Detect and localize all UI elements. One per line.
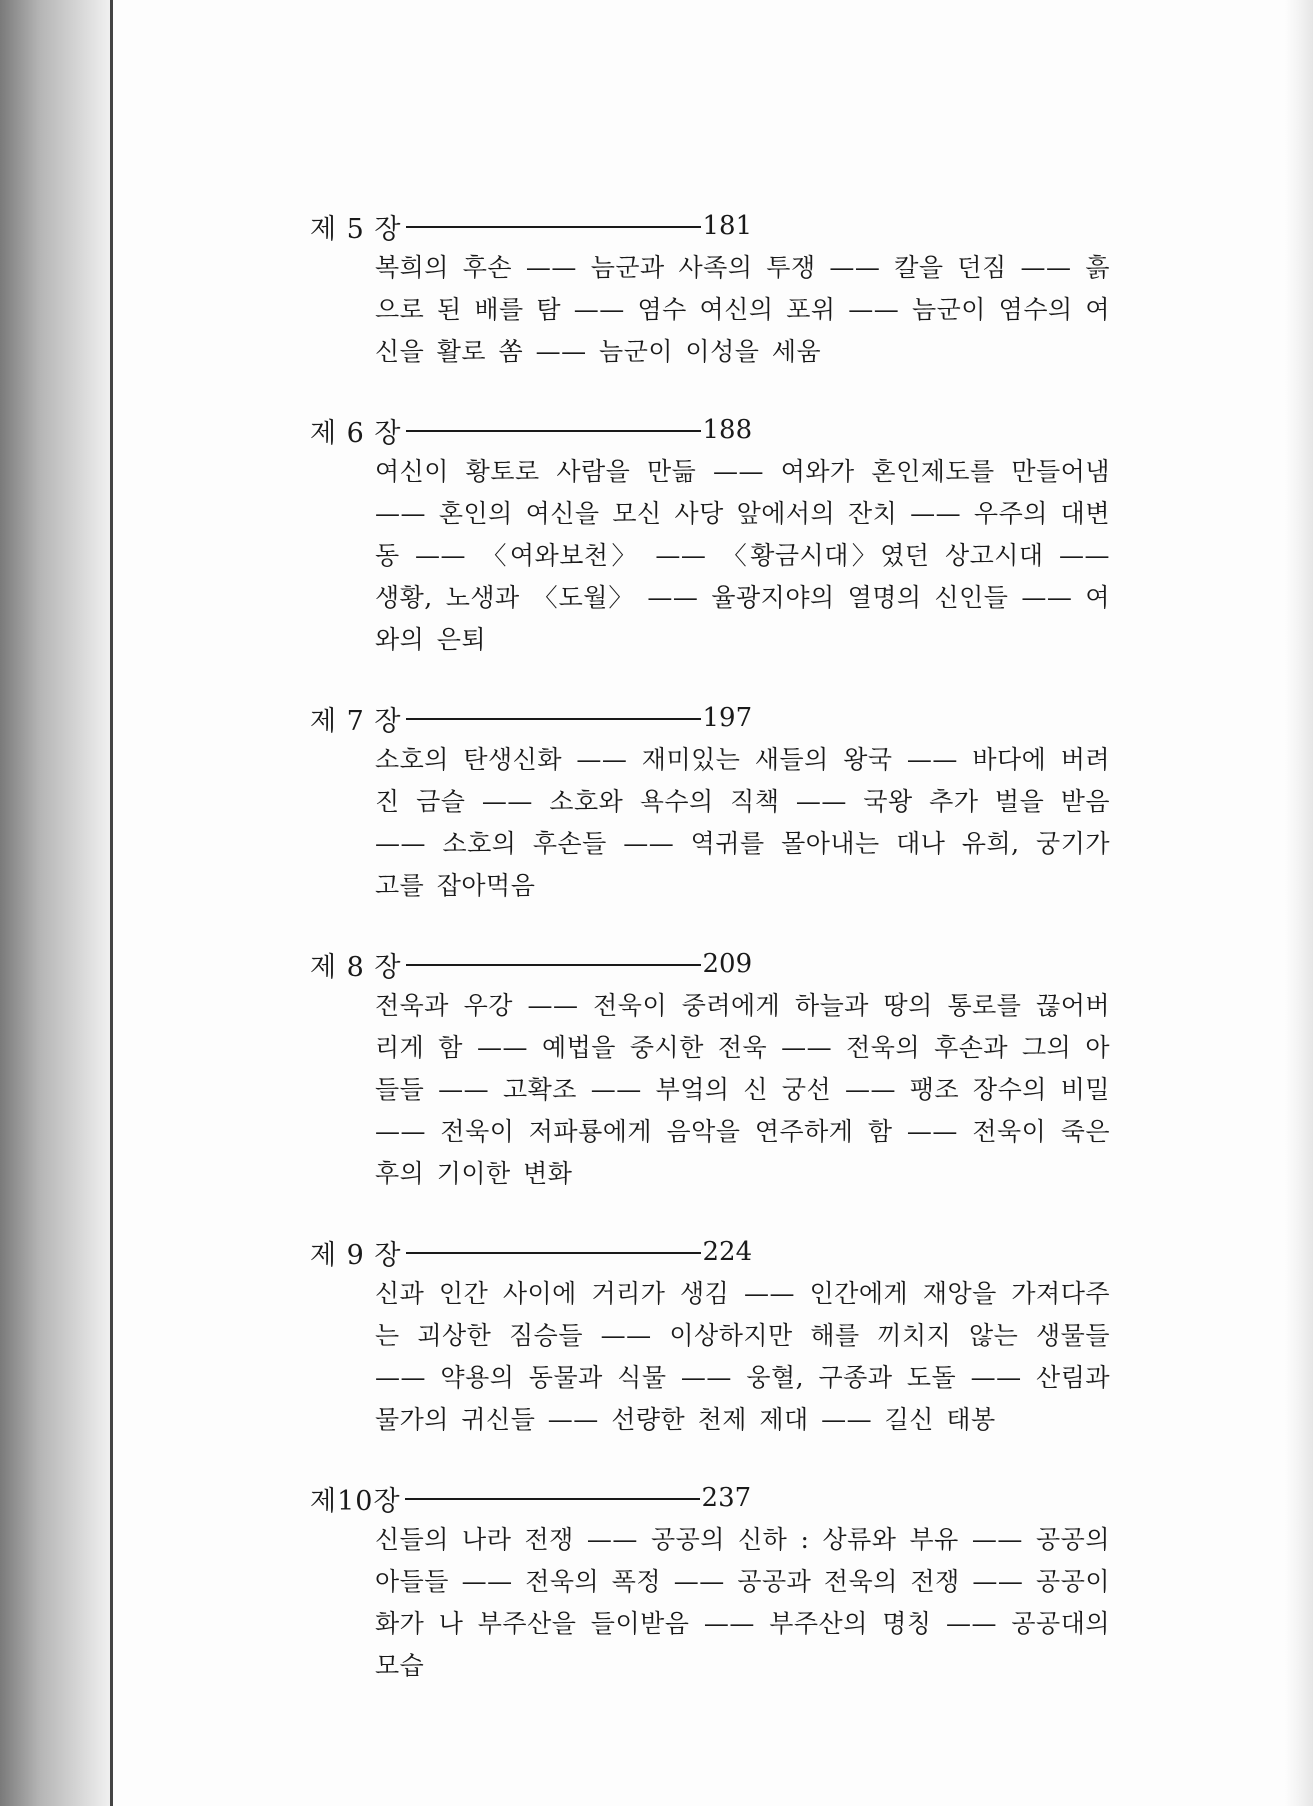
chapter-heading: [310, 409, 1110, 451]
chapter-summary: 소호의 탄생신화 —— 재미있는 새들의 왕국 —— 바다에 버려진 금슬 —— 소호와 욕수의 직책 —— 국왕 추가 벌을 받음 —— 소호의 후손들 —— 역귀를 몰아내는 대나 유희, 궁기가 고를 잡아먹음: [375, 745, 1110, 900]
chapter-heading: [310, 1231, 1110, 1273]
chapter-page-number: 237: [701, 1483, 752, 1513]
chapter-title: 제10장: [310, 1485, 401, 1517]
chapter-summary: 여신이 황토로 사람을 만듦 —— 여와가 혼인제도를 만들어냄 —— 혼인의 여신을 모신 사당 앞에서의 잔치 —— 우주의 대변동 —— 〈여와보천〉 —— 〈황금시대〉였던 상고시대 —— 생황, 노생과 〈도월〉 —— 율광지야의 열명의 신인들 —— 여와의 은퇴: [375, 457, 1110, 654]
chapter-page-number: 224: [702, 1237, 753, 1267]
leader-line: [406, 226, 701, 228]
leader-line: [406, 430, 701, 432]
chapter-title: 제 6 장: [310, 417, 402, 449]
leader-line: [406, 1252, 701, 1254]
chapter-summary: 신들의 나라 전쟁 —— 공공의 신하 : 상류와 부유 —— 공공의 아들들 —— 전욱의 폭정 —— 공공과 전욱의 전쟁 —— 공공이 화가 나 부주산을 들이받음 —— 부주산의 명칭 —— 공공대의 모습: [375, 1525, 1110, 1680]
chapter-page-number: 181: [702, 211, 753, 241]
toc-entry-chapter-6: [310, 409, 1110, 661]
toc-entry-chapter-8: [310, 943, 1110, 1195]
toc-entry-chapter-7: [310, 697, 1110, 907]
chapter-summary: 신과 인간 사이에 거리가 생김 —— 인간에게 재앙을 가져다주는 괴상한 짐승들 —— 이상하지만 해를 끼치지 않는 생물들 —— 약용의 동물과 식물 —— 웅혈, 구종과 도돌 —— 산림과 물가의 귀신들 —— 선량한 천제 제대 —— 길신 태봉: [375, 1279, 1110, 1434]
chapter-heading: [310, 205, 1110, 247]
toc-entry-chapter-5: [310, 205, 1110, 373]
chapter-page-number: 197: [702, 703, 753, 733]
chapter-heading: [310, 943, 1110, 985]
chapter-page-number: 209: [702, 949, 753, 979]
chapter-heading: [310, 1477, 1110, 1519]
toc-entry-chapter-9: [310, 1231, 1110, 1441]
chapter-title: 제 9 장: [310, 1239, 402, 1271]
chapter-title: 제 8 장: [310, 951, 402, 983]
table-of-contents: [310, 205, 1110, 1723]
chapter-summary: 전욱과 우강 —— 전욱이 중려에게 하늘과 땅의 통로를 끊어버리게 함 —— 예법을 중시한 전욱 —— 전욱의 후손과 그의 아들들 —— 고확조 —— 부엌의 신 궁선 —— 팽조 장수의 비밀 —— 전욱이 저파룡에게 음악을 연주하게 함 —— 전욱이 죽은 후의 기이한 변화: [375, 991, 1110, 1188]
page-right-edge: [1285, 0, 1313, 1806]
leader-line: [406, 718, 701, 720]
leader-line: [406, 964, 701, 966]
leader-line: [405, 1498, 700, 1500]
page-gutter-shadow: [0, 0, 116, 1806]
chapter-title: 제 7 장: [310, 705, 402, 737]
chapter-heading: [310, 697, 1110, 739]
chapter-page-number: 188: [702, 415, 753, 445]
chapter-summary: 복희의 후손 —— 늠군과 사족의 투쟁 —— 칼을 던짐 —— 흙으로 된 배를 탐 —— 염수 여신의 포위 —— 늠군이 염수의 여신을 활로 쏨 —— 늠군이 이성을 세움: [375, 253, 1110, 366]
chapter-title: 제 5 장: [310, 213, 402, 245]
toc-entry-chapter-10: [310, 1477, 1110, 1687]
